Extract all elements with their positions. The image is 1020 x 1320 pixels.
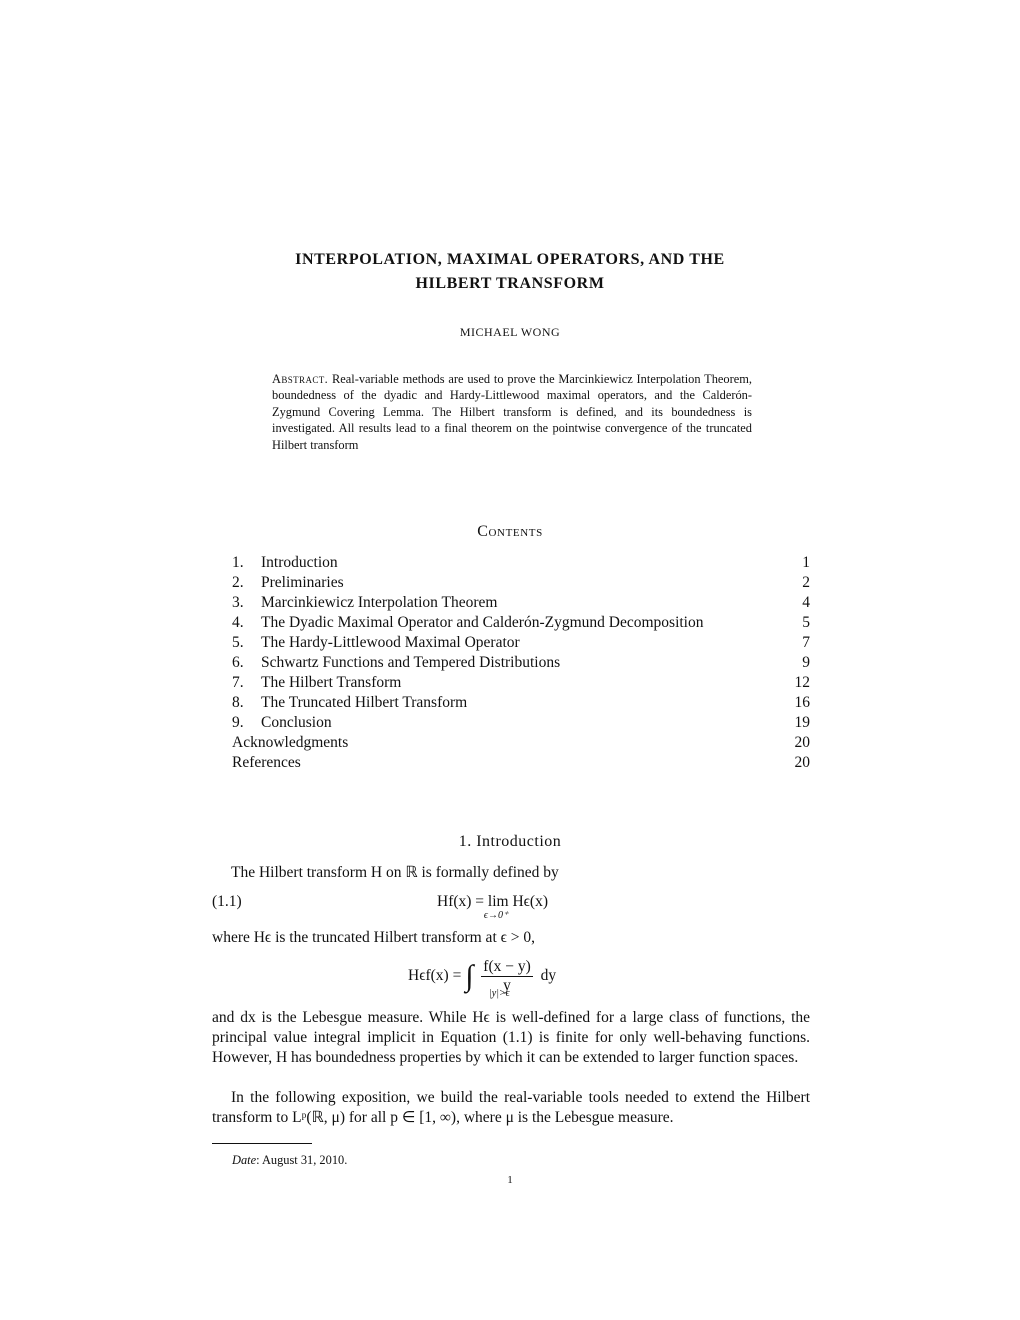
toc-page: 5: [802, 614, 810, 631]
toc-number: 8.: [232, 694, 244, 711]
toc-entry: [232, 753, 301, 773]
eq2-lhs: Hϵf(x) =: [408, 967, 462, 985]
eq1-lhs: Hf(x) =: [437, 893, 485, 910]
equation-truncated: [408, 958, 556, 1002]
eq1-rhs: Hϵ(x): [512, 893, 549, 910]
toc-entry: [232, 613, 704, 633]
intro-paragraph-1: The Hilbert transform H on ℝ is formally defined by: [231, 864, 559, 881]
toc-page: 20: [794, 734, 810, 751]
intro-paragraph-3: In the following exposition, we build the real-variable tools needed to extend the Hilbert transform to Lᵖ(ℝ, μ) for all p ∈ [1, ∞), where μ is the Lebesgue measure.: [212, 1089, 810, 1126]
page-number: 1: [507, 1174, 513, 1186]
toc-number: 1.: [232, 554, 244, 571]
toc-entry: [232, 673, 401, 693]
eq1-lim-subscript: ϵ→0⁺: [483, 910, 509, 921]
toc-row[interactable]: [232, 613, 810, 633]
eq1-limit: [483, 893, 509, 921]
toc-title: The Dyadic Maximal Operator and Calderón-Zygmund Decomposition: [261, 614, 704, 631]
toc-number: 5.: [232, 634, 244, 651]
section-heading: 1. Introduction: [458, 833, 562, 850]
toc-row[interactable]: [232, 713, 810, 733]
equation-1-1: [437, 893, 549, 921]
toc-number: 6.: [232, 654, 244, 671]
toc-title: Marcinkiewicz Interpolation Theorem: [261, 594, 498, 611]
toc-title: Schwartz Functions and Tempered Distributions: [261, 654, 561, 671]
table-of-contents: [232, 553, 810, 773]
footnote-text: : August 31, 2010.: [256, 1153, 348, 1167]
eq1-lim-word: lim: [487, 893, 509, 910]
author: MICHAEL WONG: [459, 325, 561, 339]
toc-row[interactable]: [232, 673, 810, 693]
toc-number: 7.: [232, 674, 244, 691]
equation-number: (1.1): [212, 893, 242, 910]
toc-number: 9.: [232, 714, 244, 731]
toc-page: 7: [802, 634, 810, 651]
toc-entry: [232, 553, 338, 573]
intro-paragraph-2: and dx is the Lebesgue measure. While Hϵ is well-defined for a large class of functions, the principal value integral implicit in Equation (1.1) is finite for only well-behaving functions. However, H has boundedness properties by which it can be extended to larger function spaces.: [212, 1009, 810, 1066]
toc-row[interactable]: [232, 653, 810, 673]
title-line-2: HILBERT TRANSFORM: [415, 275, 605, 292]
toc-row[interactable]: [232, 693, 810, 713]
toc-number: 2.: [232, 574, 244, 591]
footnote-label: Date: [232, 1153, 257, 1167]
footnote: [232, 1153, 347, 1168]
toc-page: 12: [794, 674, 810, 691]
toc-title: References: [232, 754, 301, 771]
toc-page: 16: [794, 694, 810, 711]
toc-title: Introduction: [261, 554, 338, 571]
toc-page: 1: [802, 554, 810, 571]
title-line-1: INTERPOLATION, MAXIMAL OPERATORS, AND THE: [295, 251, 725, 268]
toc-entry: [232, 573, 344, 593]
toc-row[interactable]: [232, 593, 810, 613]
toc-row[interactable]: [232, 633, 810, 653]
toc-entry: [232, 713, 332, 733]
toc-entry: [232, 733, 348, 753]
toc-page: 20: [794, 754, 810, 771]
toc-entry: [232, 593, 497, 613]
where-line: where Hϵ is the truncated Hilbert transform at ϵ > 0,: [212, 929, 536, 946]
toc-entry: [232, 693, 467, 713]
paper-title: [0, 248, 1020, 296]
toc-title: Conclusion: [261, 714, 332, 731]
integral-sign: ∫: [465, 959, 474, 993]
toc-entry: [232, 633, 520, 653]
toc-number: 4.: [232, 614, 244, 631]
toc-title: Acknowledgments: [232, 734, 349, 751]
toc-page: 9: [802, 654, 810, 671]
contents-heading: Contents: [477, 523, 543, 540]
abstract-label: Abstract.: [272, 372, 329, 386]
toc-row[interactable]: [232, 733, 810, 753]
toc-entry: [232, 653, 560, 673]
footnote-rule: [212, 1143, 312, 1144]
abstract: [272, 371, 752, 453]
toc-page: 4: [802, 594, 810, 611]
toc-row[interactable]: [232, 753, 810, 773]
toc-page: 19: [794, 714, 810, 731]
integral-subscript: |y|>ϵ: [489, 988, 510, 999]
toc-page: 2: [802, 574, 810, 591]
toc-title: Preliminaries: [261, 574, 344, 591]
toc-row[interactable]: [232, 553, 810, 573]
toc-row[interactable]: [232, 573, 810, 593]
abstract-text: Real-variable methods are used to prove the Marcinkiewicz Interpolation Theorem, boundedness of the dyadic and Hardy-Littlewood maximal operators, and the Calderón-Zygmund Covering Lemma. The Hilbert transform is defined, and its boundedness is investigated. All results lead to a final theorem on the pointwise convergence of the truncated Hilbert transform: [272, 372, 752, 452]
eq2-dy: dy: [540, 967, 557, 985]
toc-title: The Truncated Hilbert Transform: [261, 694, 468, 711]
fraction-numerator: f(x − y): [483, 958, 531, 975]
toc-number: 3.: [232, 594, 244, 611]
toc-title: The Hardy-Littlewood Maximal Operator: [261, 634, 520, 651]
toc-title: The Hilbert Transform: [261, 674, 402, 691]
fraction-denominator: y: [503, 977, 511, 994]
